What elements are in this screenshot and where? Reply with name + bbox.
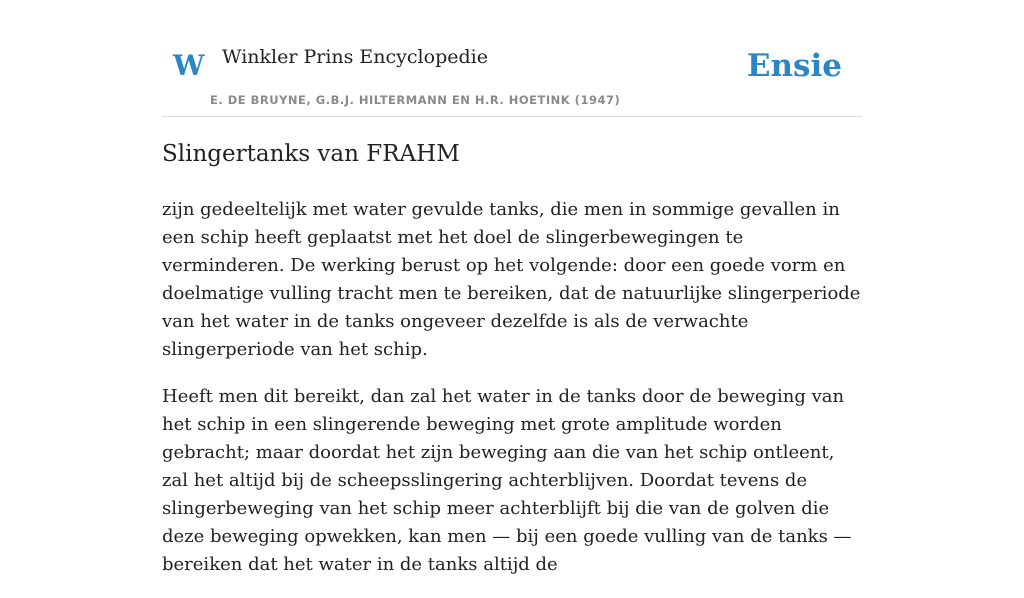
winkler-prins-logo[interactable]: W (173, 49, 205, 82)
article-paragraph: Heeft men dit bereikt, dan zal het water in de tanks door de beweging van het schip in een slingerende beweging met grote amplitude worden gebracht; maar doordat het zijn beweging aan die van het schip ontleent, zal het altijd bij de scheepsslingering achterblijven. Doordat tevens de slingerbeweging van het schip meer achterblijft bij die van de golven die deze beweging opwekken, kan men — bij een goede vulling van de tanks — bereiken dat het water in de tanks altijd de (162, 386, 852, 575)
source-header (162, 0, 862, 117)
ensie-logo[interactable]: Ensie (746, 48, 842, 84)
article-title: Slingertanks van FRAHM (162, 141, 460, 167)
article-paragraph: zijn gedeeltelijk met water gevulde tanks, die men in sommige gevallen in een schip heeft geplaatst met het doel de slingerbewegingen te verminderen. De werking berust op het volgende: door een goede vorm en doelmatige vulling tracht men te bereiken, dat de natuurlijke slingerperiode van het water in de tanks ongeveer dezelfde is als de verwachte slingerperiode van het schip. (162, 199, 861, 360)
source-title[interactable]: Winkler Prins Encyclopedie (222, 46, 488, 68)
source-authors: E. DE BRUYNE, G.B.J. HILTERMANN EN H.R. HOETINK (1947) (210, 93, 621, 107)
article (162, 138, 862, 598)
